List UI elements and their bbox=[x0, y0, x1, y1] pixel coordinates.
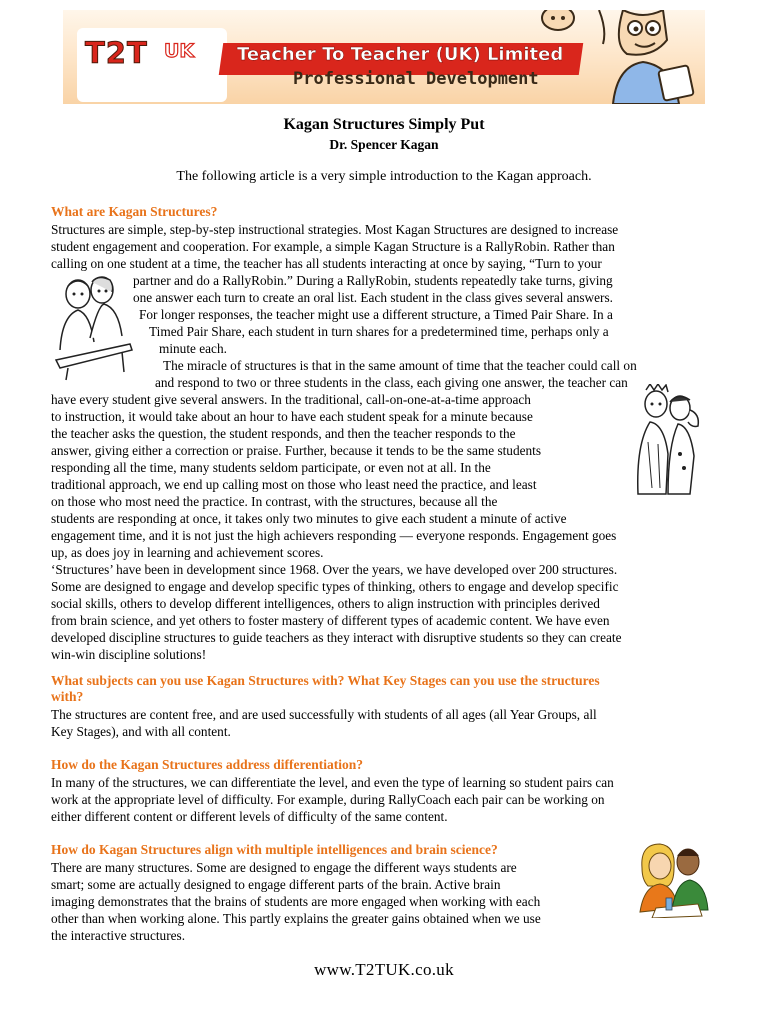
paragraph-line: Some are designed to engage and develop specific types of thinking, others to engage and develop specific bbox=[51, 579, 619, 594]
paragraph-line: smart; some are actually designed to engage different parts of the brain. Active brain bbox=[51, 877, 501, 892]
company-name: Teacher To Teacher (UK) Limited bbox=[237, 44, 564, 65]
paragraph-line: student engagement and cooperation. For example, a simple Kagan Structure is a RallyRobin. Rather than bbox=[51, 239, 615, 254]
article-intro: The following article is a very simple introduction to the Kagan approach. bbox=[176, 169, 592, 184]
article-author: Dr. Spencer Kagan bbox=[329, 137, 439, 152]
paragraph-line: social skills, others to develop different intelligences, others to align instruction with principles derived bbox=[51, 596, 600, 611]
tagline: Professional Development bbox=[293, 69, 539, 89]
paragraph-line: responding all the time, many students seldom participate, or even not at all. In the bbox=[51, 460, 491, 475]
article-title: Kagan Structures Simply Put bbox=[283, 116, 485, 133]
paragraph-line: In many of the structures, we can differentiate the level, and even the type of learning so student pairs can bbox=[51, 775, 614, 790]
pair-working-illustration bbox=[636, 838, 712, 918]
paragraph-line: developed discipline structures to guide teachers as they interact with disruptive students so they can create bbox=[51, 630, 622, 645]
paragraph-line: win-win discipline solutions! bbox=[51, 647, 207, 662]
paragraph-line: minute each. bbox=[159, 341, 227, 356]
paragraph-line: imaging demonstrates that the brains of students are more engaged when working with each bbox=[51, 894, 541, 909]
paragraph-line: either different content or different levels of difficulty of the same content. bbox=[51, 809, 448, 824]
logo-region: UK bbox=[164, 40, 195, 62]
paragraph-line: For longer responses, the teacher might use a different structure, a Timed Pair Share. In a bbox=[139, 307, 613, 322]
footer-url: www.T2TUK.co.uk bbox=[314, 960, 454, 979]
section-heading: What subjects can you use Kagan Structures with? What Key Stages can you use the structures bbox=[51, 673, 600, 688]
paragraph-line: up, as does joy in learning and achievement scores. bbox=[51, 545, 324, 560]
paragraph-line: Key Stages), and with all content. bbox=[51, 724, 231, 739]
paragraph-line: work at the appropriate level of difficulty. For example, during RallyCoach each pair can be working on bbox=[51, 792, 605, 807]
section-heading: How do the Kagan Structures address differentiation? bbox=[51, 757, 364, 772]
paragraph-line: students are responding at once, it takes only two minutes to give each student a minute of active bbox=[51, 511, 567, 526]
paragraph-line: There are many structures. Some are designed to engage the different ways students are bbox=[51, 860, 517, 875]
paragraph-line: other than when working alone. This partly explains the greater gains obtained when we use bbox=[51, 911, 541, 926]
paragraph-line: answer, giving either a correction or praise. Further, because it tends to be the same students bbox=[51, 443, 542, 458]
paragraph-line: partner and do a RallyRobin.” During a RallyRobin, students repeatedly take turns, giving bbox=[133, 273, 613, 288]
logo-text: T2T bbox=[85, 36, 148, 70]
cartoon-student-icon bbox=[533, 10, 583, 40]
paragraph-line: one answer each turn to create an oral list. Each student in the class gives several answers. bbox=[133, 290, 613, 305]
section-heading: What are Kagan Structures? bbox=[51, 204, 218, 219]
paragraph-line: on those who most need the practice. In contrast, with the structures, because all the bbox=[51, 494, 498, 509]
paragraph-line: and respond to two or three students in the class, each giving one answer, the teacher can bbox=[155, 375, 628, 390]
paragraph-line: The miracle of structures is that in the same amount of time that the teacher could call on bbox=[163, 358, 637, 373]
section-heading: with? bbox=[51, 689, 84, 704]
paragraph-line: the teacher asks the question, the student responds, and then the teacher responds to the bbox=[51, 426, 516, 441]
paragraph-line: Timed Pair Share, each student in turn shares for a predetermined time, perhaps only a bbox=[149, 324, 609, 339]
paragraph-line: traditional approach, we end up calling most on those who least need the practice, and least bbox=[51, 477, 537, 492]
paragraph-line: the interactive structures. bbox=[51, 928, 186, 943]
cartoon-teacher-icon bbox=[583, 10, 705, 104]
paragraph-line: have every student give several answers. In the traditional, call-on-one-at-a-time approach bbox=[51, 392, 531, 407]
paragraph-line: to instruction, it would take about an hour to have each student speak for a minute because bbox=[51, 409, 533, 424]
paragraph-line: ‘Structures’ have been in development since 1968. Over the years, we have developed over 200 structures. bbox=[51, 562, 618, 577]
section-heading: How do Kagan Structures align with multiple intelligences and brain science? bbox=[51, 842, 498, 857]
paragraph-line: engagement time, and it is not just the high achievers responding — everyone responds. Engagement goes bbox=[51, 528, 617, 543]
paragraph-line: calling on one student at a time, the teacher has all students interacting at once by saying, “Turn to your bbox=[51, 256, 602, 271]
students-at-desk-illustration bbox=[52, 272, 134, 382]
paragraph-line: The structures are content free, and are used successfully with students of all ages (all Year Groups, all bbox=[51, 707, 597, 722]
header-banner bbox=[63, 10, 705, 104]
standing-students-illustration bbox=[628, 384, 706, 502]
paragraph-line: Structures are simple, step-by-step instructional strategies. Most Kagan Structures are designed to increase bbox=[51, 222, 619, 237]
paragraph-line: from brain science, and yet others to foster mastery of different types of academic content. We have even bbox=[51, 613, 610, 628]
